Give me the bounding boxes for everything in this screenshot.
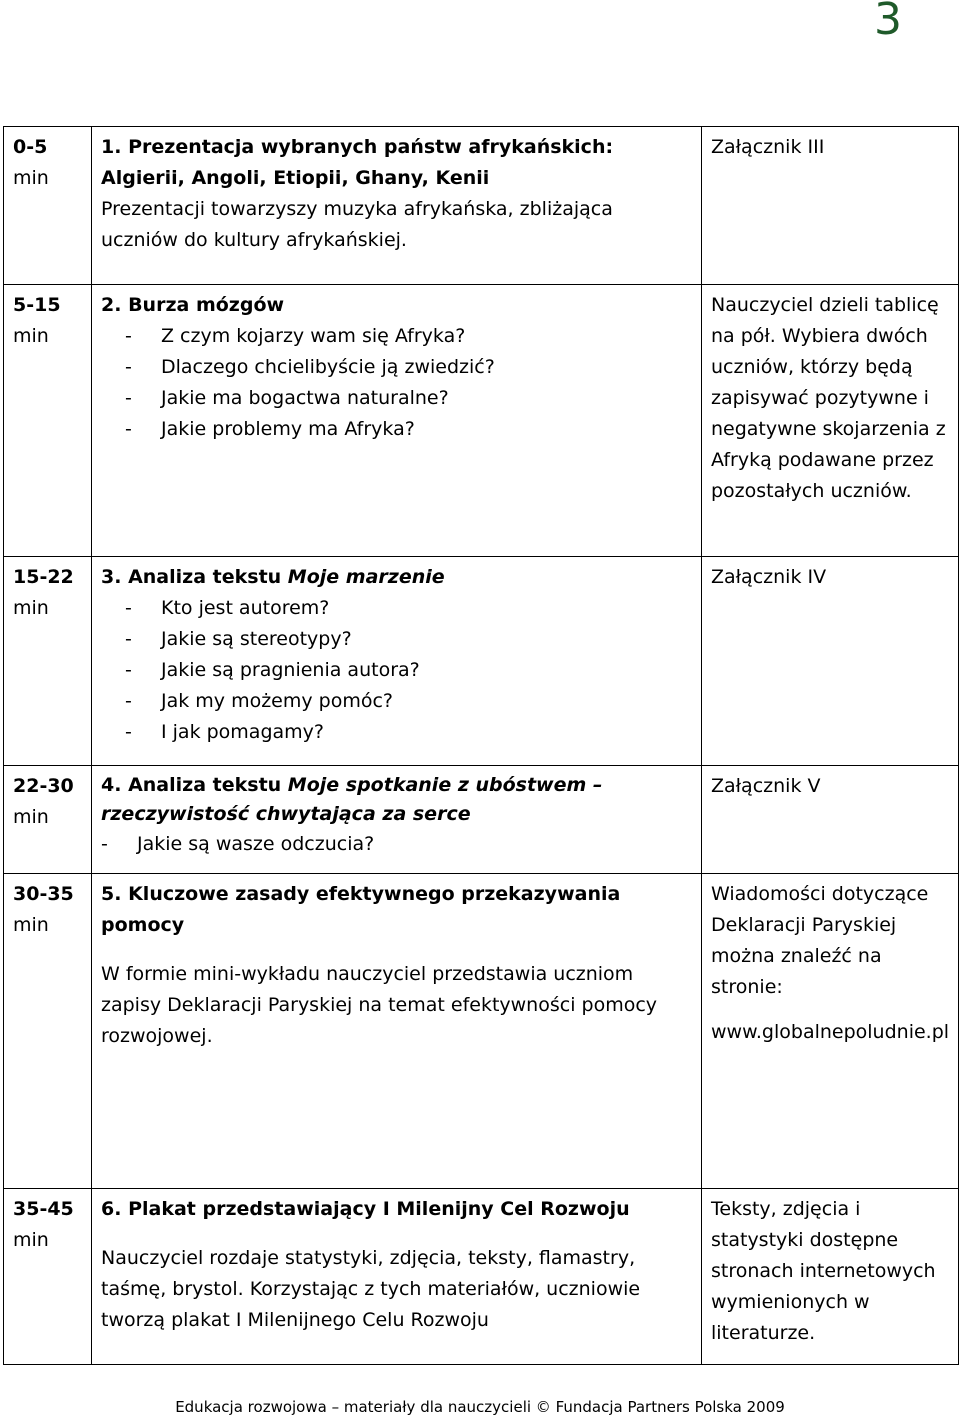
page-footer: Edukacja rozwojowa – materiały dla nauczycieli © Fundacja Partners Polska 2009 <box>175 1398 785 1416</box>
activity-heading: 6. Plakat przedstawiający I Milenijny Cel Rozwoju <box>101 1198 630 1220</box>
list-item: - Dlaczego chcielibyście ją zwiedzić? <box>161 352 693 383</box>
list-item: - Jakie są wasze odczucia? <box>137 829 693 860</box>
activity-heading: 2. Burza mózgów <box>101 294 285 316</box>
list-item: - Jakie są pragnienia autora? <box>161 655 693 686</box>
notes-cell <box>702 874 959 1189</box>
activity-heading: 3. Analiza tekstu Moje marzenie <box>101 566 445 588</box>
activity-cell <box>92 127 702 285</box>
time-range: 30-35 <box>13 883 74 905</box>
notes-cell: Nauczyciel dzieli tablicę na pół. Wybiera dwóch uczniów, którzy będą zapisywać pozytywne i negatywne skojarzenia z Afryką podawane przez pozostałych uczniów. <box>702 285 959 557</box>
time-range: 22-30 <box>13 775 74 797</box>
time-range: 5-15 <box>13 294 61 316</box>
activity-cell <box>92 874 702 1189</box>
activity-cell <box>92 557 702 766</box>
list-item: - Kto jest autorem? <box>161 593 693 624</box>
list-item: - I jak pomagamy? <box>161 717 693 748</box>
notes-cell: Teksty, zdjęcia i statystyki dostępne stronach internetowych wymienionych w literaturze. <box>702 1189 959 1365</box>
list-item: - Z czym kojarzy wam się Afryka? <box>161 321 693 352</box>
time-unit: min <box>13 597 49 619</box>
time-unit: min <box>13 806 49 828</box>
notes-cell: Załącznik III <box>702 127 959 285</box>
activity-cell <box>92 766 702 874</box>
notes-cell: Załącznik V <box>702 766 959 874</box>
table-row <box>4 127 959 285</box>
activity-cell <box>92 285 702 557</box>
list-item: - Jakie ma bogactwa naturalne? <box>161 383 693 414</box>
website-link[interactable]: www.globalnepoludnie.pl <box>711 1021 950 1043</box>
time-cell <box>4 127 92 285</box>
list-item: - Jakie problemy ma Afryka? <box>161 414 693 445</box>
time-range: 35-45 <box>13 1198 74 1220</box>
page-number: 3 <box>874 0 902 45</box>
time-unit: min <box>13 1229 49 1251</box>
time-cell <box>4 557 92 766</box>
notes-cell: Załącznik IV <box>702 557 959 766</box>
time-cell <box>4 766 92 874</box>
activity-description: Prezentacji towarzyszy muzyka afrykańska, zbliżająca uczniów do kultury afrykańskiej. <box>101 198 613 251</box>
activity-description: W formie mini-wykładu nauczyciel przedstawia uczniom zapisy Deklaracji Paryskiej na temat efektywności pomocy rozwojowej. <box>101 963 658 1047</box>
table-row <box>4 874 959 1189</box>
time-range: 0-5 <box>13 136 48 158</box>
activity-cell <box>92 1189 702 1365</box>
activity-heading: 5. Kluczowe zasady efektywnego przekazywania pomocy <box>101 883 621 936</box>
list-item: - Jakie są stereotypy? <box>161 624 693 655</box>
table-row <box>4 766 959 874</box>
lesson-plan-table <box>3 126 959 1365</box>
activity-heading: 4. Analiza tekstu Moje spotkanie z ubóstwem – rzeczywistość chwytająca za serce <box>101 774 603 825</box>
question-list <box>101 593 693 748</box>
time-unit: min <box>13 325 49 347</box>
time-cell <box>4 285 92 557</box>
time-cell <box>4 874 92 1189</box>
activity-heading: 1. Prezentacja wybranych państw afrykańskich: Algierii, Angoli, Etiopii, Ghany, Kenii <box>101 136 614 189</box>
text-title: Moje spotkanie z ubóstwem – rzeczywistość chwytająca za serce <box>101 774 603 825</box>
time-unit: min <box>13 167 49 189</box>
notes-text: Wiadomości dotyczące Deklaracji Paryskiej można znaleźć na stronie: <box>711 883 929 998</box>
activity-description: Nauczyciel rozdaje statystyki, zdjęcia, teksty, flamastry, taśmę, brystol. Korzystając z tych materiałów, uczniowie tworzą plakat I Milenijnego Celu Rozwoju <box>101 1247 641 1331</box>
time-range: 15-22 <box>13 566 74 588</box>
question-list <box>101 829 693 860</box>
table-row <box>4 1189 959 1365</box>
time-unit: min <box>13 914 49 936</box>
text-title: Moje marzenie <box>287 566 445 588</box>
list-item: - Jak my możemy pomóc? <box>161 686 693 717</box>
table-row <box>4 285 959 557</box>
question-list <box>101 321 693 445</box>
time-cell <box>4 1189 92 1365</box>
table-row <box>4 557 959 766</box>
